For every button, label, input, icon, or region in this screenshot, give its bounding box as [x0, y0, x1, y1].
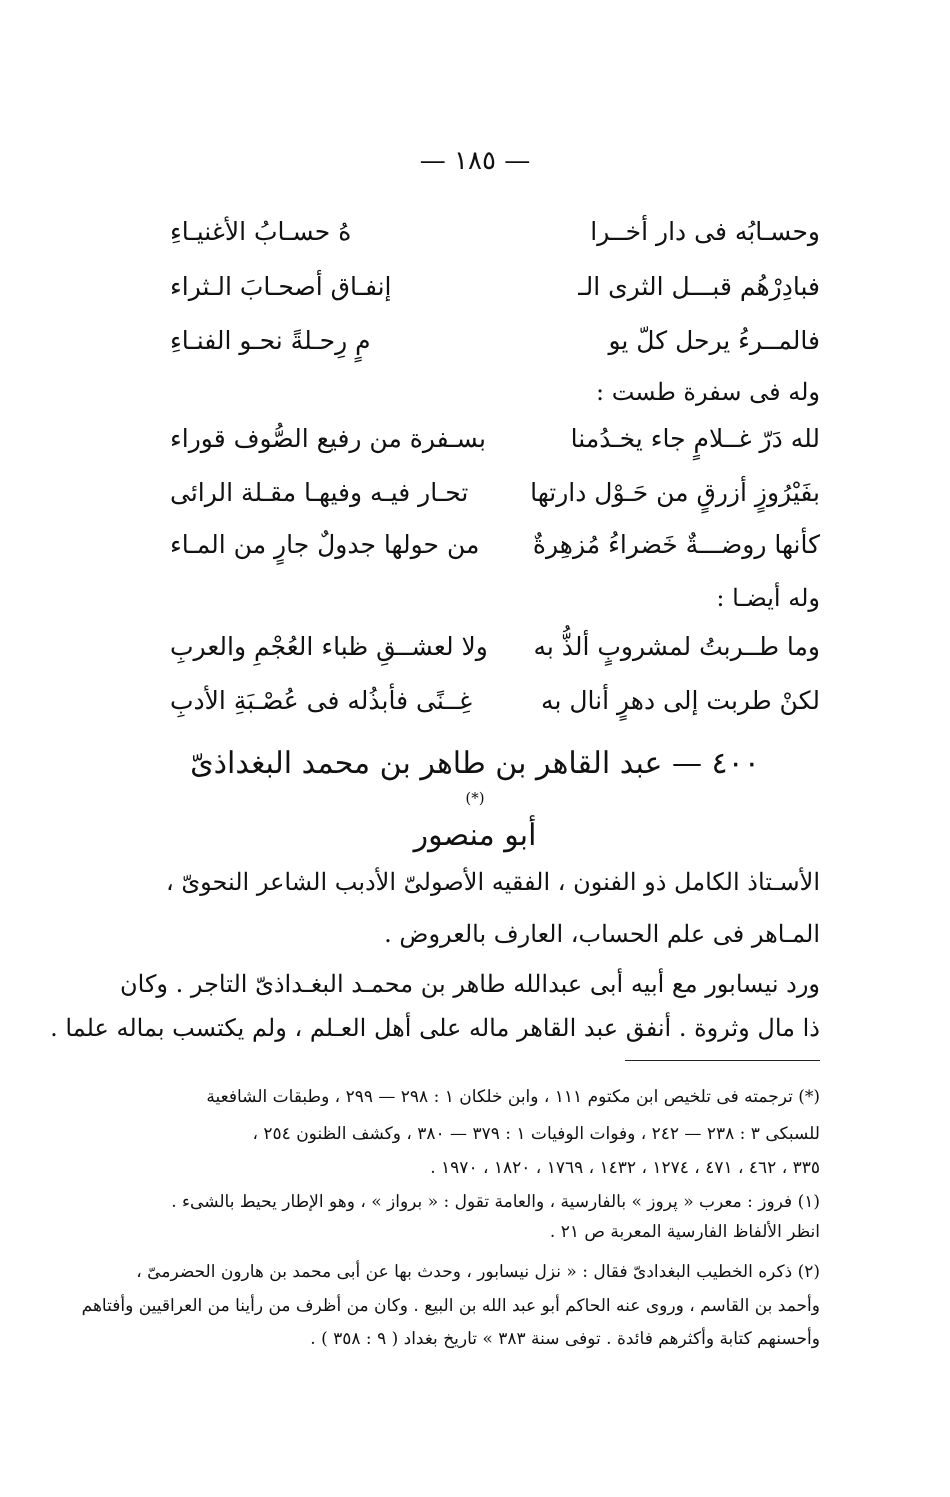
footnote-line: للسبكى ٣ : ٢٣٨ — ٢٤٢ ، وفوات الوفيات ١ : ٣٧٩ — ٣٨٠ ، وكشف الظنون ٢٥٤ ،	[252, 1124, 820, 1144]
footnote-line: (١) فروز : معرب « پروز » بالفارسية ، والعامة تقول : « برواز » ، وهو الإطار يحيط بالشىء .	[171, 1192, 820, 1212]
entry-heading: ٤٠٠ — عبد القاهر بن طاهر بن محمد البغداذىّ	[190, 746, 760, 781]
poem-intro: وله فى سفرة طست :	[596, 378, 820, 406]
verse-first-hemistich: لكنْ طربت إلى دهرٍ أنال به	[541, 686, 820, 715]
page-number: — ١٨٥ —	[419, 146, 531, 176]
verse-second-hemistich: بسـفرة من رفيع الصُّوف قوراء	[170, 424, 486, 453]
footnote-line: (*) ترجمته فى تلخيص ابن مكتوم ١١١ ، وابن خلكان ١ : ٢٩٨ — ٢٩٩ ، وطبقات الشافعية	[206, 1087, 820, 1107]
footnote-line: وأحسنهم كتابة وأكثرهم فائدة . توفى سنة ٣٨٣ » تاريخ بغداد ( ٩ : ٣٥٨ ) .	[310, 1329, 820, 1349]
verse-first-hemistich: وما طــربتُ لمشروبٍ ألذُّ به	[533, 632, 820, 661]
verse-second-hemistich: غِــنًى فأبذُله فى عُصْـبَةِ الأدبِ	[170, 686, 473, 715]
entry-kunya: أبو منصور	[413, 818, 537, 853]
verse-line	[170, 217, 820, 261]
footnote-divider	[625, 1060, 820, 1061]
verse-line	[170, 686, 820, 730]
verse-second-hemistich: مٍ رِحـلةً نحـو الفنـاءِ	[170, 326, 371, 355]
verse-line	[170, 478, 820, 522]
body-line: المـاهر فى علم الحساب، العارف بالعروض .	[384, 920, 820, 948]
verse-first-hemistich: بفَيْرُوزٍ أزرقٍ من حَـوْل دارتها	[530, 478, 820, 507]
verse-second-hemistich: هُ حسـابُ الأغنيـاءِ	[170, 217, 352, 246]
body-line: ذا مال وثروة . أنفق عبد القاهر ماله على أهل العـلم ، ولم يكتسب بماله علما .	[50, 1014, 820, 1042]
body-line: الأسـتاذ الكامل ذو الفنون ، الفقيه الأصولىّ الأدبب الشاعر النحوىّ ،	[165, 868, 820, 896]
footnote-line: وأحمد بن القاسم ، وروى عنه الحاكم أبو عبد الله بن البيع . وكان من أظرف من رأينا من العراقيين وأفتاهم	[81, 1296, 820, 1316]
verse-first-hemistich: فبادِرْهُم قبـــل الثرى الـ	[578, 272, 820, 301]
verse-first-hemistich: لله دَرّ غــلامٍ جاء يخـدُمنا	[570, 424, 820, 453]
body-line: ورد نيسابور مع أبيه أبى عبدالله طاهر بن محمـد البغـداذىّ التاجر . وكان	[120, 970, 820, 998]
verse-line	[170, 326, 820, 370]
verse-second-hemistich: تحـار فيـه وفيهـا مقـلة الرائى	[170, 478, 469, 507]
verse-first-hemistich: فالمــرءُ يرحل كلّ يو	[608, 326, 820, 355]
entry-footnote-marker: (*)	[465, 789, 485, 807]
verse-line	[170, 632, 820, 676]
footnote-line: ٣٣٥ ، ٤٦٢ ، ٤٧١ ، ١٢٧٤ ، ١٤٣٢ ، ١٧٦٩ ، ١٨٢٠ ، ١٩٧٠ .	[430, 1158, 820, 1178]
verse-first-hemistich: كأنها روضـــةٌ خَضراءُ مُزهِرةٌ	[532, 530, 820, 559]
verse-first-hemistich: وحسـابُه فى دار أخــرا	[590, 217, 820, 246]
verse-line	[170, 424, 820, 468]
poem-intro: وله أيضـا :	[716, 584, 820, 612]
verse-line	[170, 530, 820, 574]
verse-second-hemistich: ولا لعشــقِ ظباء العُجْمِ والعربِ	[170, 632, 488, 661]
verse-second-hemistich: من حولها جدولٌ جارٍ من المـاء	[170, 530, 480, 559]
footnote-line: (٢) ذكره الخطيب البغدادىّ فقال : « نزل نيسابور ، وحدث بها عن أبى محمد بن هارون الحضرمىّ ،	[136, 1262, 820, 1282]
verse-line	[170, 272, 820, 316]
verse-second-hemistich: إنفـاق أصحـابَ الـثراء	[170, 272, 392, 301]
footnote-line: انظر الألفاظ الفارسية المعربة ص ٢١ .	[549, 1222, 820, 1242]
